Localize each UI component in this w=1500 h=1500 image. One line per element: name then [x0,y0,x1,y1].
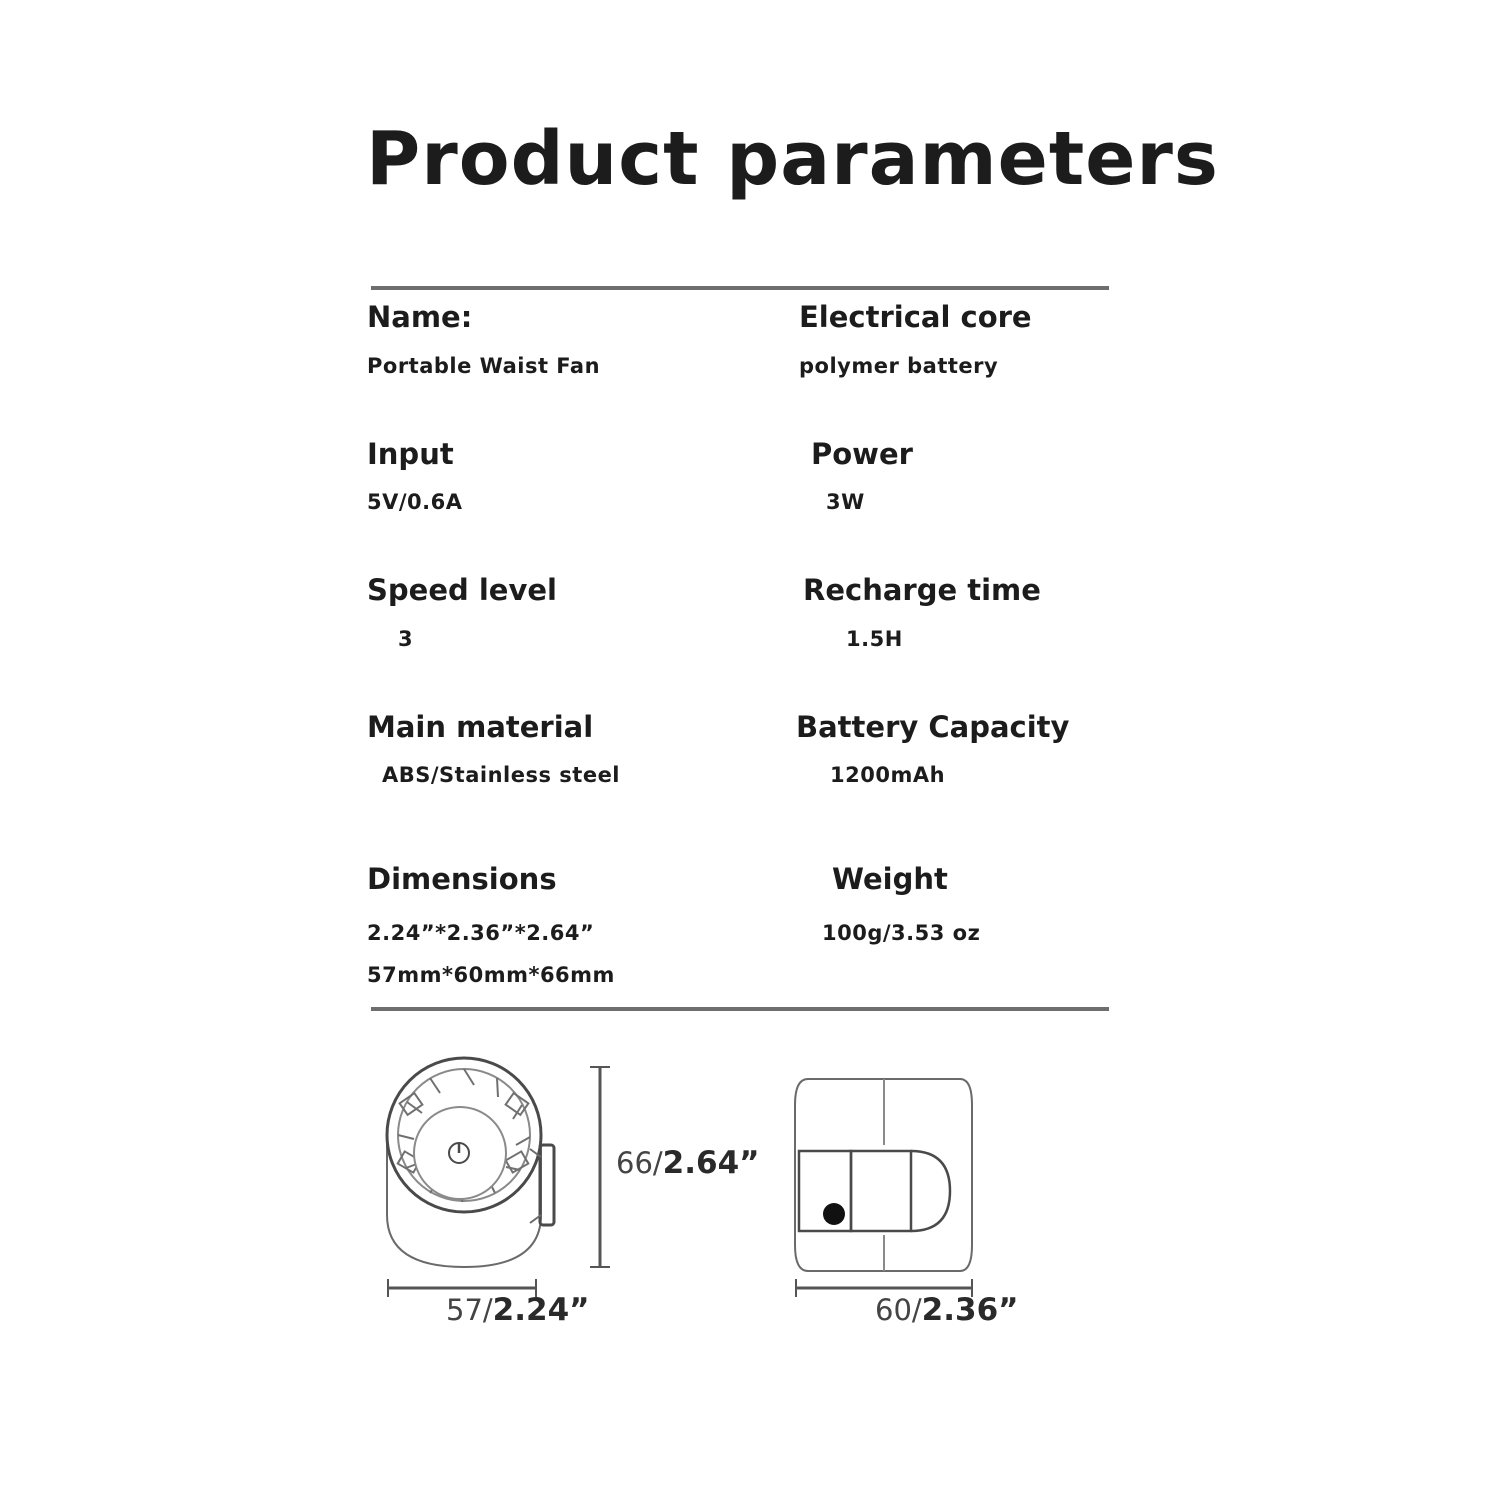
dimensions-label: Dimensions [367,862,557,896]
depth-inch: 2.36” [921,1292,1019,1328]
page-title: Product parameters [366,116,1219,202]
weight-label: Weight [832,862,948,896]
battery-capacity-value: 1200mAh [830,763,946,787]
depth-dimension-label [875,1292,1019,1328]
width-mm: 57/ [446,1293,493,1327]
battery-capacity-label: Battery Capacity [796,710,1070,744]
speed-level-label: Speed level [367,573,557,607]
bottom-divider [371,1007,1109,1011]
input-label: Input [367,437,454,471]
depth-mm: 60/ [875,1293,922,1327]
main-material-label: Main material [367,710,594,744]
dimensions-mm-value: 57mm*60mm*66mm [367,963,615,987]
recharge-time-value: 1.5H [846,627,903,651]
fan-side-view [795,1079,972,1271]
button-dot [823,1203,845,1225]
weight-value: 100g/3.53 oz [822,921,981,945]
width-inch: 2.24” [492,1292,590,1328]
power-label: Power [811,437,913,471]
height-inch: 2.64” [662,1145,760,1181]
electrical-core-label: Electrical core [799,300,1032,334]
fan-front-view [387,1058,554,1267]
name-value: Portable Waist Fan [367,354,601,378]
top-divider [371,286,1109,290]
input-value: 5V/0.6A [367,490,463,514]
dimensions-inch-value: 2.24”*2.36”*2.64” [367,921,595,945]
power-value: 3W [826,490,865,514]
recharge-time-label: Recharge time [803,573,1041,607]
height-mm: 66/ [616,1146,663,1180]
speed-level-value: 3 [398,627,414,651]
width-dimension-label [446,1292,590,1328]
electrical-core-value: polymer battery [799,354,999,378]
main-material-value: ABS/Stainless steel [382,763,621,787]
height-dimension-label [616,1145,760,1181]
name-label: Name: [367,300,473,334]
height-dimension-line [590,1067,610,1267]
